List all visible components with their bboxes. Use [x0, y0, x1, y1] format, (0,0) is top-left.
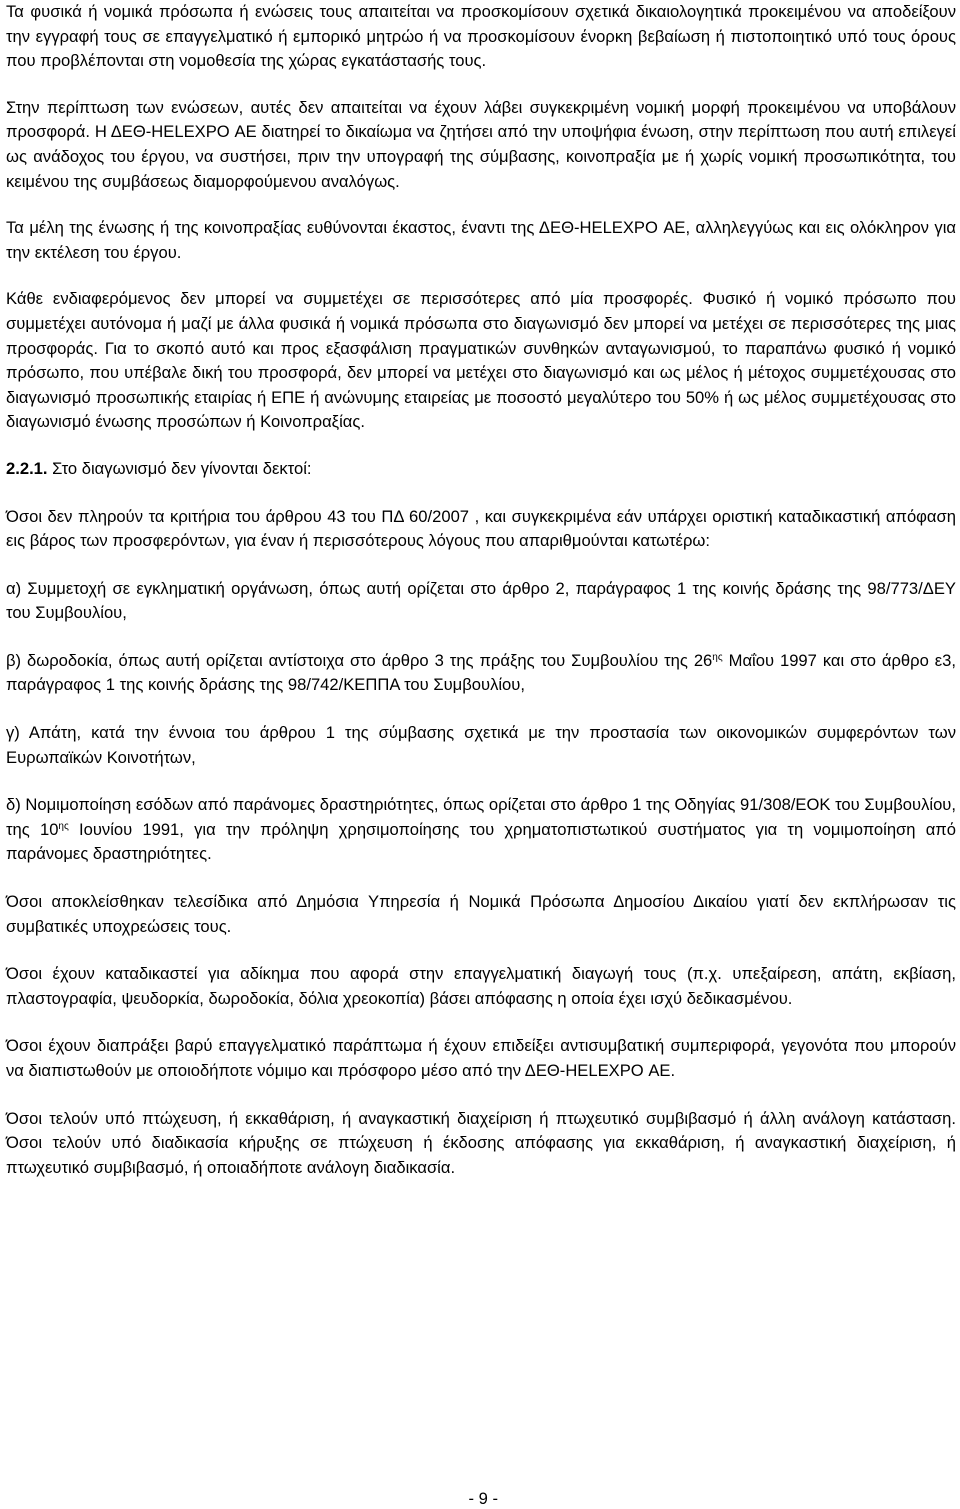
list-item-d-superscript: ης — [58, 820, 69, 832]
paragraph-single-offer: Κάθε ενδιαφερόμενος δεν μπορεί να συμμετέχει σε περισσότερες από μία προσφορές. Φυσικό ή νομικό πρόσωπο που συμμετέχει αυτόνομα ή μαζί με άλλα φυσικά ή νομικά πρόσωπα στο διαγωνισμό δεν μπορεί να μετέχει σε περισσότερες της μιας προσφοράς. Για το σκοπό αυτό και προς εξασφάλιση πραγματικών συνθηκών ανταγωνισμού, το παραπάνω φυσικό ή νομικό πρόσωπο, που υπέβαλε δική του προσφορά, δεν μπορεί να μετέχει στο διαγωνισμό και ως μέλος ή μέτοχος συμμετέχουσας στο διαγωνισμό προσωπικής εταιρίας ή ΕΠΕ ή ανώνυμης εταιρείας με ποσοστό μεγαλύτερο του 50% ή ως μέλος συμμετέχουσας στο διαγωνισμό ένωσης προσώπων ή Κοινοπραξίας. — [6, 289, 956, 432]
list-item-a: α) Συμμετοχή σε εγκληματική οργάνωση, όπως αυτή ορίζεται στο άρθρο 2, παράγραφος 1 της κοινής δράσης της 98/773/ΔΕΥ του Συμβουλίου, — [6, 578, 956, 623]
page-footer — [0, 1489, 960, 1509]
list-item-d — [6, 793, 956, 867]
document-page — [6, 0, 956, 1180]
list-item-c: γ) Απάτη, κατά την έννοια του άρθρου 1 της σύμβασης σχετικά με την προστασία των οικονομικών συμφερόντων των Ευρωπαϊκών Κοινοτήτων, — [6, 723, 956, 767]
paragraph-unions: Στην περίπτωση των ενώσεων, αυτές δεν απαιτείται να έχουν λάβει συγκεκριμένη νομική μορφή προκειμένου να υποβάλουν προσφορά. Η ΔΕΘ-HELEXPO ΑΕ διατηρεί το δικαίωμα να ζητήσει από την υποψήφια ένωση, στην περίπτωση που αυτή επιλεγεί ως ανάδοχος του έργου, να συστήσει, πριν την υπογραφή της σύμβασης, κοινοπραξία με ή χωρίς νομική προσωπικότητα, του κειμένου της συμβάσεως διαμορφούμενου αναλόγως. — [6, 97, 956, 191]
paragraph-registration: Τα φυσικά ή νομικά πρόσωπα ή ενώσεις τους απαιτείται να προσκομίσουν σχετικά δικαιολογητικά προκειμένου να αποδείξουν την εγγραφή τους σε επαγγελματικό ή εμπορικό μητρώο ή να προσκομίσουν ένορκη βεβαίωση ή πιστοποιητικό υπό τους όρους που προβλέπονται στη νομοθεσία της χώρας εγκατάστασής τους. — [6, 2, 956, 71]
list-item-d-text-end: Ιουνίου 1991, για την πρόληψη χρησιμοποίησης του χρηματοπιστωτικού συστήματος για τη νομιμοποίηση από παράνομες δραστηριότητες. — [6, 819, 956, 864]
paragraph-excluded-bankruptcy: Όσοι τελούν υπό πτώχευση, ή εκκαθάριση, ή αναγκαστική διαχείριση ή πτωχευτικό συμβιβασμό ή άλλη ανάλογη κατάσταση. Όσοι τελούν υπό διαδικασία κήρυξης σε πτώχευση ή έκδοσης απόφασης για εκκαθάριση, ή αναγκαστική διαχείριση, ή πτωχευτικό συμβιβασμό, ή οποιαδήποτε ανάλογη διαδικασία. — [6, 1108, 956, 1177]
page-number: - 9 - — [468, 1489, 498, 1508]
list-item-b-text-start: β) δωροδοκία, όπως αυτή ορίζεται αντίστοιχα στο άρθρο 3 της πράξης του Συμβουλίου της 26 — [6, 650, 713, 670]
section-heading — [6, 457, 956, 482]
paragraph-excluded-public-service: Όσοι αποκλείσθηκαν τελεσίδικα από Δημόσια Υπηρεσία ή Νομικά Πρόσωπα Δημοσίου Δικαίου γιατί δεν εκπλήρωσαν τις συμβατικές υποχρεώσεις τους. — [6, 892, 956, 936]
section-title: Στο διαγωνισμό δεν γίνονται δεκτοί: — [47, 458, 312, 478]
paragraph-criteria-intro: Όσοι δεν πληρούν τα κριτήρια του άρθρου 43 του ΠΔ 60/2007 , και συγκεκριμένα εάν υπάρχει οριστική καταδικαστική απόφαση εις βάρος των προσφερόντων, για έναν ή περισσότερους λόγους που απαριθμούνται κατωτέρω: — [6, 506, 956, 551]
paragraph-excluded-misconduct: Όσοι έχουν διαπράξει βαρύ επαγγελματικό παράπτωμα ή έχουν επιδείξει αντισυμβατική συμπεριφορά, γεγονότα που μπορούν να διαπιστωθούν με οποιοδήποτε νόμιμο και πρόσφορο μέσο από την ΔΕΘ-HELEXPO ΑΕ. — [6, 1036, 956, 1080]
list-item-b-superscript: ης — [712, 651, 723, 663]
paragraph-excluded-convicted: Όσοι έχουν καταδικαστεί για αδίκημα που αφορά στην επαγγελματική διαγωγή τους (π.χ. υπεξαίρεση, απάτη, εκβίαση, πλαστογραφία, ψευδορκία, δωροδοκία, δόλια χρεοκοπία) βάσει απόφασης η οποία έχει ισχύ δεδικασμένου. — [6, 964, 956, 1008]
list-item-d-text-start: δ) Νομιμοποίηση εσόδων από παράνομες δραστηριότητες, όπως ορίζεται στο άρθρο 1 της Οδηγίας 91/308/ΕΟΚ του Συμβουλίου, της 10 — [6, 795, 956, 839]
section-number: 2.2.1. — [6, 458, 48, 478]
list-item-b-text-end: Μαΐου 1997 και στο άρθρο ε3, παράγραφος 1 της κοινής δράσης της 98/742/ΚΕΠΠΑ του Συμβουλίου, — [6, 650, 956, 695]
list-item-b — [6, 649, 956, 698]
paragraph-liability: Τα μέλη της ένωσης ή της κοινοπραξίας ευθύνονται έκαστος, έναντι της ΔΕΘ-HELEXPO ΑΕ, αλληλεγγύως και εις ολόκληρον για την εκτέλεση του έργου. — [6, 218, 956, 262]
